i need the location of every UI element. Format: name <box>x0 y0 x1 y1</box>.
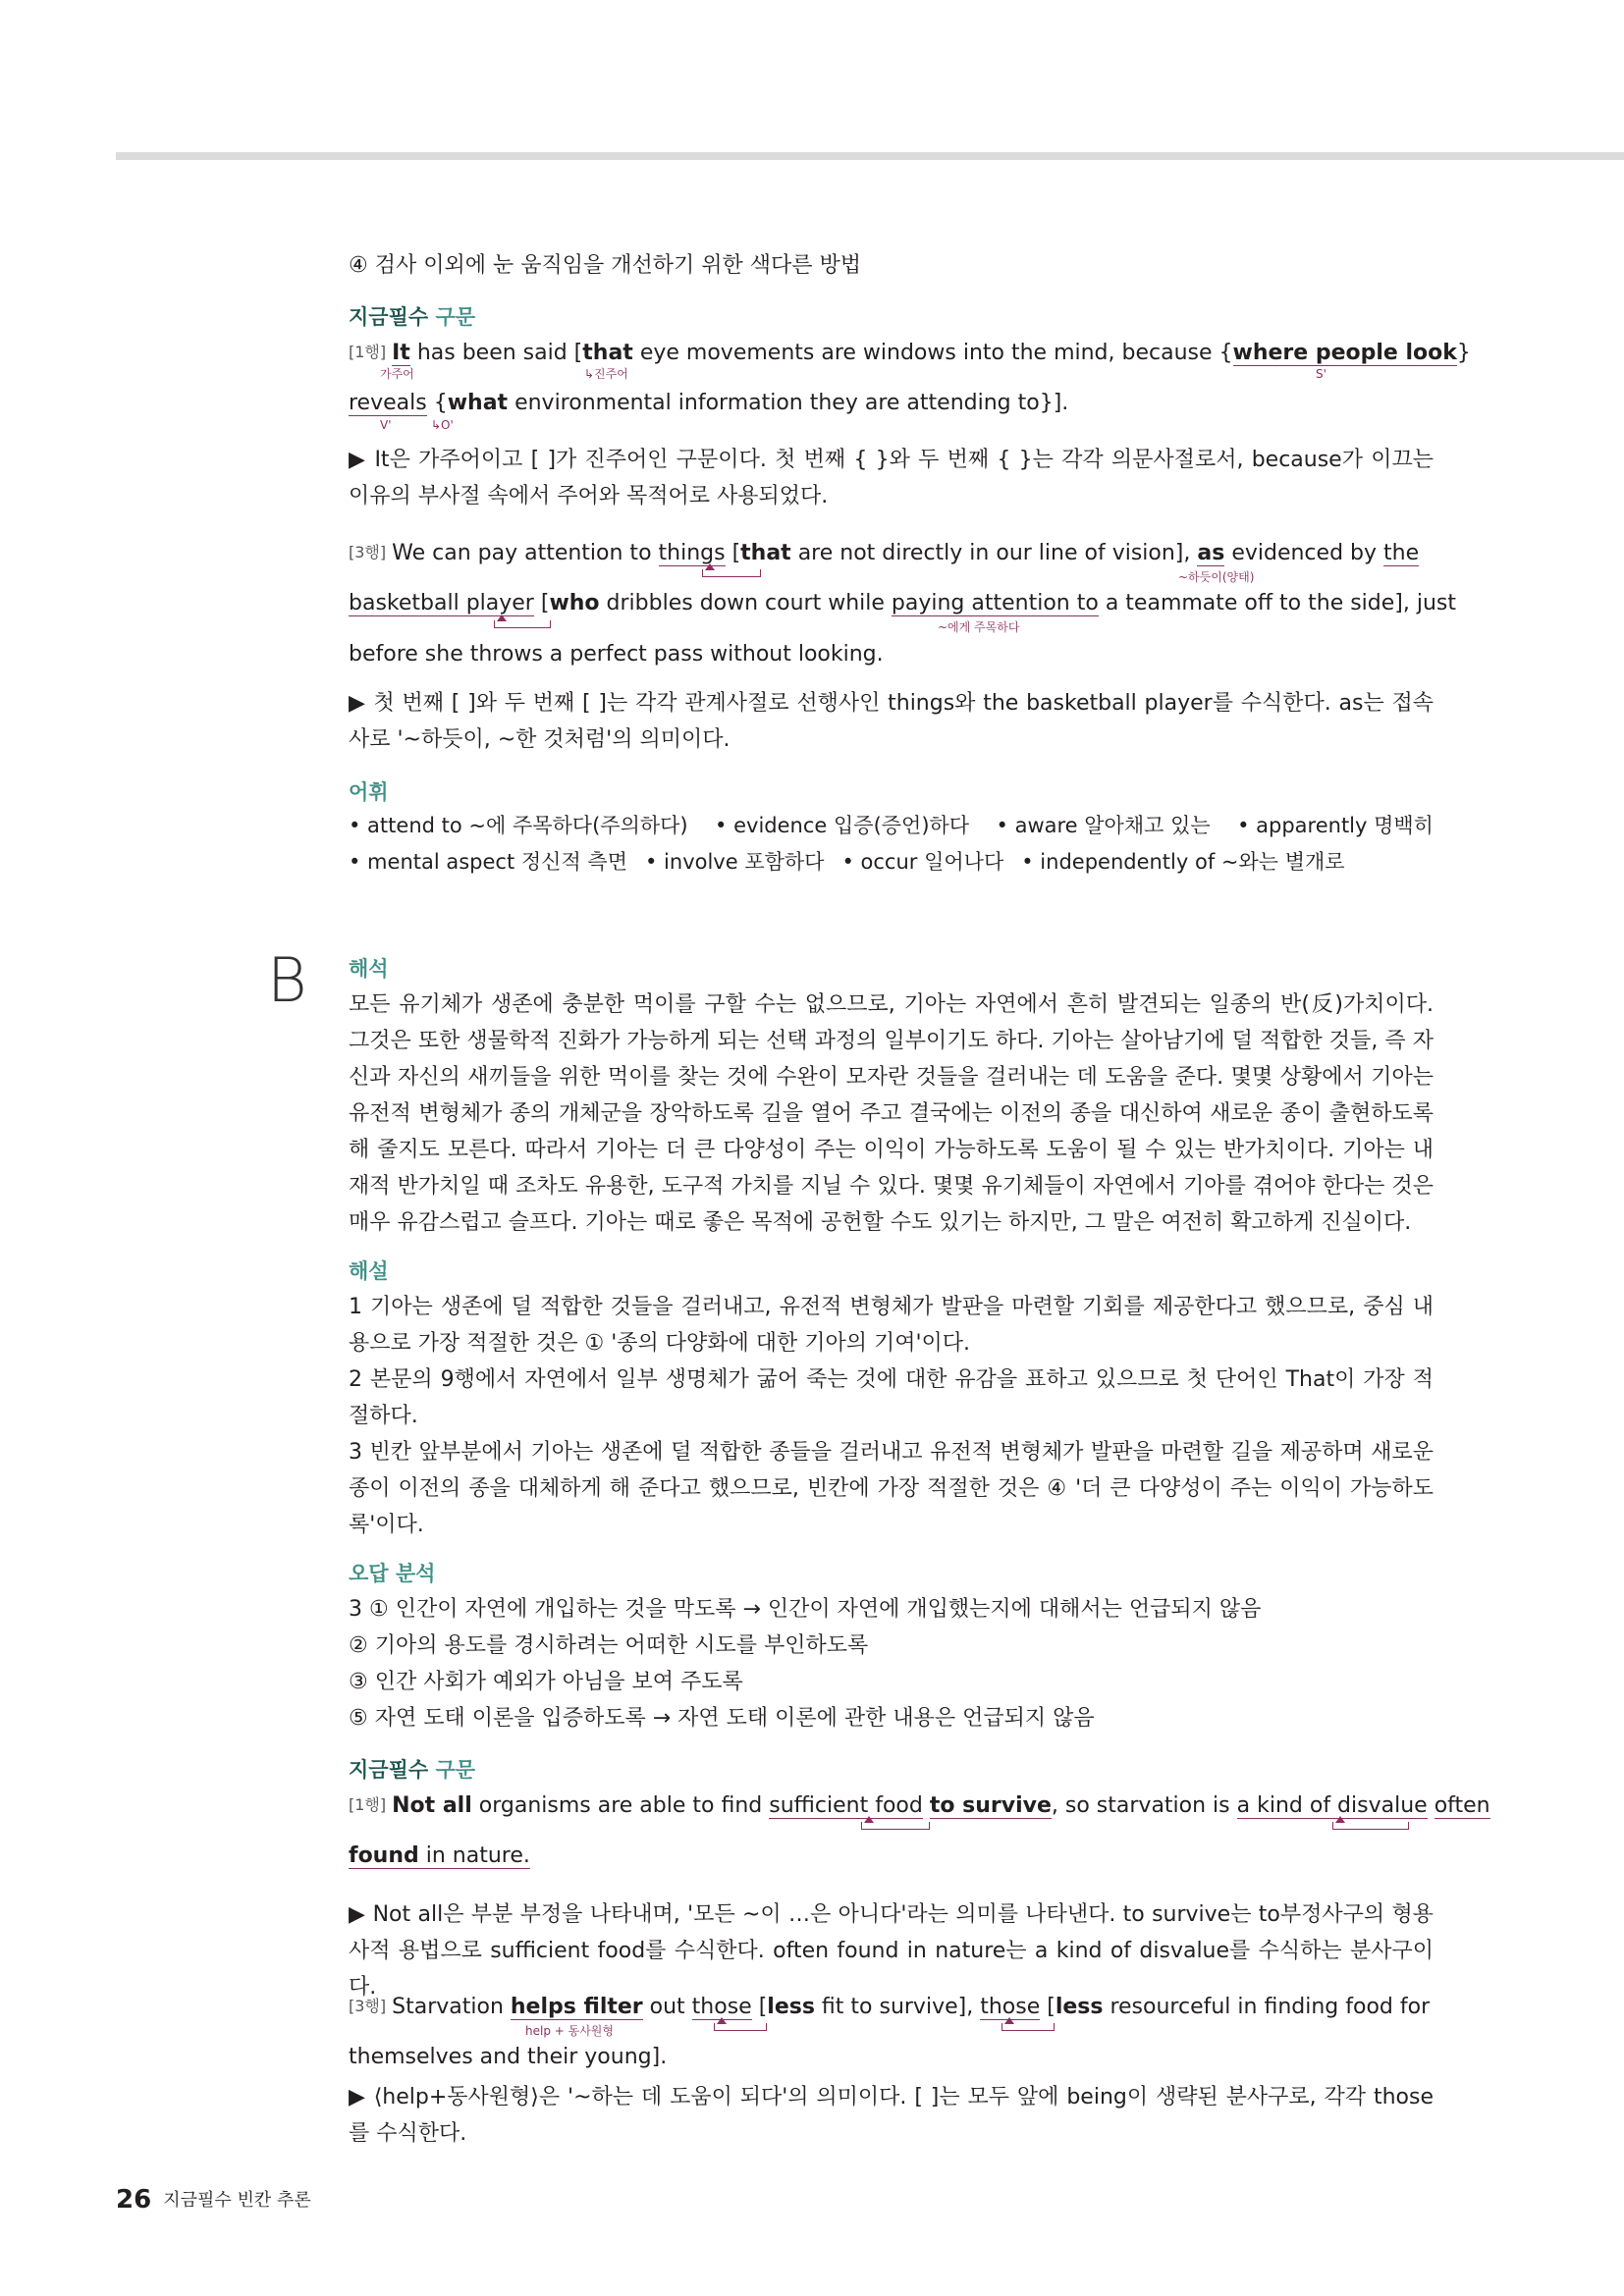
syntax-heading-b: 지금필수 구문 <box>349 1758 476 1782</box>
syntax-note-b3: ▶ ⟨help+동사원형⟩은 '~하는 데 도움이 되다'의 의미이다. [ ]는 모두 앞에 being이 생략된 분사구로, 각각 those를 수식한다. <box>349 2085 1434 2146</box>
wrong-answer-list: 3 ① 인간이 자연에 개입하는 것을 막도록 → 인간이 자연에 개입했는지에 대해서는 언급되지 않음 ② 기아의 용도를 경시하려는 어떠한 시도를 부인하도록 ③ 인간 사회가 예외가 아님을 보여 주도록 ⑤ 자연 도태 이론을 입증하도록 → 자연 도태 이론에 관한 내용은 언급되지 않음 <box>349 1597 1262 1731</box>
arrow-those-2 <box>1001 2023 1055 2031</box>
arrow-player <box>494 620 551 628</box>
label-as: ~하듯이(양태) <box>1178 570 1255 584</box>
label-help: help + 동사원형 <box>525 2024 614 2038</box>
translation-body: 모든 유기체가 생존에 충분한 먹이를 구할 수는 없으므로, 기아는 자연에서 흔히 발견되는 일종의 반(反)가치이다. 그것은 또한 생물학적 진화가 가능하게 되는 선택 과정의 일부이기도 하다. 기아는 살아남기에 덜 적합한 것들, 즉 자신과 자신의 새끼들을 위한 먹이를 찾는 것에 수완이 모자란 것들을 걸러내는 데 도움을 준다. 몇몇 상황에서 기아는 유전적 변형체가 종의 개체군을 장악하도록 길을 열어 주고 결국에는 이전의 종을 대신하여 새로운 종이 출현하도록 해 줄지도 모른다. 따라서 기아는 더 큰 다양성이 주는 이익이 가능하도록 도움이 될 수 있는 반가치이다. 기아는 내재적 반가치일 때 조차도 유용한, 도구적 가치를 지닐 수 있다. 몇몇 유기체들이 자연에서 기아를 겪어야 한다는 것은 매우 유감스럽고 슬프다. 기아는 때로 좋은 목적에 공헌할 수도 있기는 하지만, 그 말은 여전히 확고하게 진실이다. <box>349 992 1434 1235</box>
label-s: S' <box>1316 367 1326 381</box>
syntax-sentence-1: [1행] It has been said [that eye movements are windows into the mind, because {where people look} 가주어 ↳진주어 S' reveals {what environmental information they are attending to}]. V' ↳O' <box>349 341 1471 432</box>
vocab-item: • involve 포함하다 <box>644 850 825 874</box>
label-v: V' <box>380 418 392 432</box>
syntax-note-3: ▶ 첫 번째 [ ]와 두 번째 [ ]는 각각 관계사절로 선행사인 things와 the basketball player를 수식한다. as는 접속사로 '~하듯이, ~한 것처럼'의 의미이다. <box>349 691 1434 752</box>
syntax-sentence-b3: [3행] Starvation helps filter out those [less fit to survive], those [less resourceful in finding food for help + 동사원형 themselves and their young]. <box>349 1995 1431 2069</box>
wrong-answer-heading: 오답 분석 <box>349 1562 436 1585</box>
vocab-item: • evidence 입증(증언)하다 <box>715 814 970 837</box>
label-paying: ~에게 주목하다 <box>938 620 1020 634</box>
arrow-disvalue <box>1332 1822 1409 1830</box>
vocab-heading: 어휘 <box>349 780 389 804</box>
vocab-item: • aware 알아채고 있는 <box>996 814 1211 837</box>
vocab-item: • mental aspect 정신적 측면 <box>349 850 627 874</box>
vocab-item: • apparently 명백히 <box>1237 814 1434 837</box>
syntax-sentence-b1: [1행] Not all organisms are able to find sufficient food to survive, so starvation is a kind of disvalue often found in nature. <box>349 1793 1490 1868</box>
arrow-those-1 <box>714 2023 767 2031</box>
explanation-heading: 해설 <box>349 1259 389 1283</box>
page-footer <box>116 2185 311 2215</box>
syntax-note-1: ▶ It은 가주어이고 [ ]가 진주어인 구문이다. 첫 번째 { }와 두 번째 { }는 각각 의문사절로서, because가 이끄는 이유의 부사절 속에서 주어와 목적어로 사용되었다. <box>349 448 1434 508</box>
arrow-food <box>861 1822 930 1830</box>
syntax-note-b1: ▶ Not all은 부분 부정을 나타내며, '모든 ~이 …은 아니다'라는 의미를 나타낸다. to survive는 to부정사구의 형용사적 용법으로 sufficient food를 수식한다. often found in nature는 a kind of disvalue를 수식하는 분사구이다. <box>349 1902 1434 2000</box>
translation-heading: 해석 <box>349 957 389 981</box>
vocab-item: • attend to ~에 주목하다(주의하다) <box>349 814 688 837</box>
label-o: ↳O' <box>431 418 454 432</box>
label-dummy-subject: 가주어 <box>380 367 414 381</box>
label-real-subject: ↳진주어 <box>584 367 628 381</box>
vocab-item: • independently of ~와는 별개로 <box>1021 850 1345 874</box>
vocab-item: • occur 일어나다 <box>841 850 1004 874</box>
explanation-body: 1 기아는 생존에 덜 적합한 것들을 걸러내고, 유전적 변형체가 발판을 마련할 기회를 제공한다고 했으므로, 중심 내용으로 가장 적절한 것은 ① '종의 다양화에 대한 기아의 기여'이다. 2 본문의 9행에서 자연에서 일부 생명체가 굶어 죽는 것에 대한 유감을 표하고 있으므로 첫 단어인 That이 가장 적절하다. 3 빈칸 앞부분에서 기아는 생존에 덜 적합한 종들을 걸러내고 유전적 변형체가 발판을 마련할 길을 제공하며 새로운 종이 이전의 종을 대체하게 해 준다고 했으므로, 빈칸에 가장 적절한 것은 ④ '더 큰 다양성이 주는 이익이 가능하도록'이다. <box>349 1295 1434 1537</box>
book-title: 지금필수 빈칸 추론 <box>163 2190 311 2211</box>
vocab-list <box>349 808 1434 881</box>
option-4: ④ 검사 이외에 눈 움직임을 개선하기 위한 색다른 방법 <box>349 253 861 278</box>
section-letter: B <box>267 944 307 1016</box>
arrow-things <box>702 569 761 577</box>
syntax-sentence-3: [3행] We can pay attention to things [that are not directly in our line of vision], as evidenced by the ~하듯이(양태) basketball player [who dribbles down court while paying attention to a teammate off to the side], just ~에게 주목하다 before she throws a perfect pass without looking. <box>349 541 1457 667</box>
syntax-heading-a: 지금필수 구문 <box>349 305 476 329</box>
top-divider <box>116 152 1624 160</box>
page-number: 26 <box>116 2185 152 2215</box>
